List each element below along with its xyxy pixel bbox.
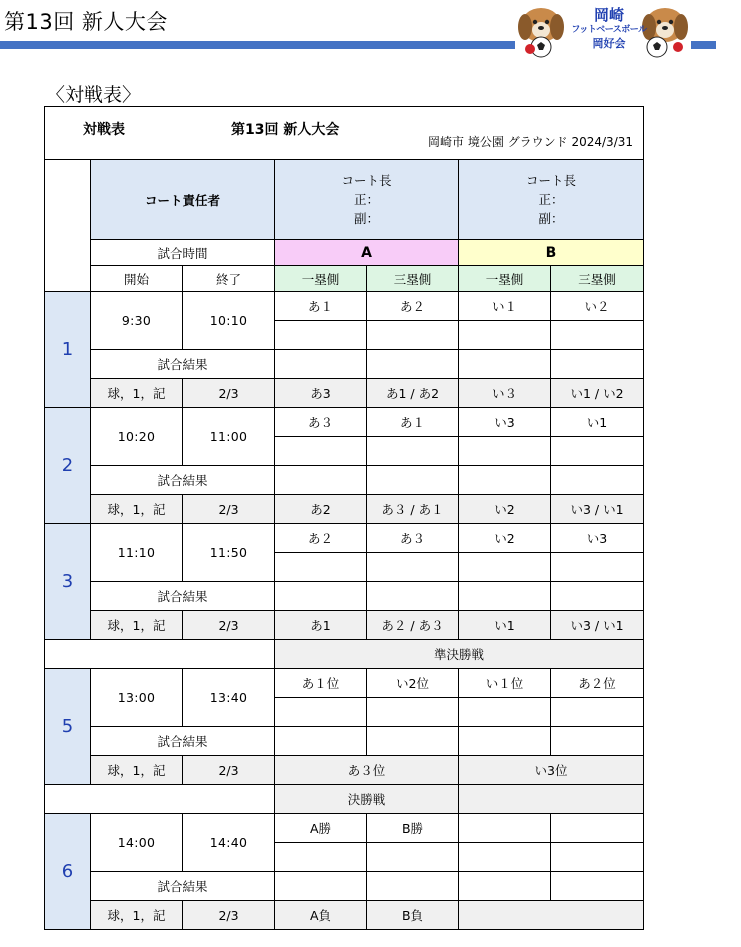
match-start-time: 13:00	[91, 669, 183, 727]
court-b-chief-label: コート長	[526, 173, 577, 188]
score-cell	[551, 553, 644, 582]
score-cell	[275, 553, 367, 582]
match-table	[44, 106, 644, 930]
score-cell	[551, 698, 644, 727]
result-cell	[367, 872, 459, 901]
title-underline-bar	[0, 41, 515, 49]
team-cell: い3	[459, 408, 551, 437]
team-cell: A勝	[275, 814, 367, 843]
team-cell: あ１	[275, 292, 367, 321]
umpire-cell: い3位	[459, 756, 644, 785]
result-cell	[459, 727, 551, 756]
court-responsible-label: コート責任者	[91, 160, 275, 240]
team-cell: い2位	[367, 669, 459, 698]
score-cell	[459, 321, 551, 350]
score-cell	[551, 437, 644, 466]
team-cell: い3	[551, 524, 644, 553]
umpire-cell: い３	[459, 379, 551, 408]
logo-club-text: 岡好会	[592, 37, 626, 50]
result-cell	[459, 582, 551, 611]
result-label: 試合結果	[91, 582, 275, 611]
match-number: 5	[45, 669, 91, 785]
team-cell: い１位	[459, 669, 551, 698]
logo-main-text: 岡崎	[593, 6, 624, 24]
sheet-event-title: 第13回 新人大会	[231, 122, 340, 138]
umpire-cell: あ3	[275, 379, 367, 408]
semifinal-spacer	[45, 640, 275, 669]
umpire-label: 球，1，記	[91, 611, 183, 640]
match-end-time: 14:40	[183, 814, 275, 872]
team-cell: あ２位	[551, 669, 644, 698]
court-a-chief-label: コート長	[341, 173, 392, 188]
result-cell	[459, 872, 551, 901]
umpire-cell: い1	[459, 611, 551, 640]
match-time-label: 試合時間	[91, 240, 275, 266]
team-cell: あ３	[367, 524, 459, 553]
score-cell	[275, 843, 367, 872]
final-spacer	[45, 785, 275, 814]
score-cell	[551, 321, 644, 350]
result-cell	[551, 582, 644, 611]
result-cell	[459, 466, 551, 495]
score-cell	[459, 437, 551, 466]
title-underline-bar-right	[691, 41, 716, 49]
court-b-primary-label: 正：	[538, 192, 564, 207]
team-cell: あ１	[367, 408, 459, 437]
score-cell	[459, 698, 551, 727]
court-b-deputy-label: 副：	[538, 211, 564, 226]
umpire-alt-label: 2/3	[183, 495, 275, 524]
umpire-label: 球，1，記	[91, 901, 183, 930]
sheet-label: 対戦表	[83, 122, 125, 138]
match-end-time: 11:50	[183, 524, 275, 582]
result-cell	[275, 350, 367, 379]
team-cell	[551, 814, 644, 843]
court-b-info	[459, 160, 644, 240]
result-cell	[367, 350, 459, 379]
umpire-cell: あ２ / あ３	[367, 611, 459, 640]
team-cell: あ３	[275, 408, 367, 437]
logo-sub-text: フットベースボール	[571, 25, 647, 35]
umpire-cell: あ2	[275, 495, 367, 524]
umpire-cell: あ1	[275, 611, 367, 640]
semifinal-heading: 準決勝戦	[275, 640, 644, 669]
team-cell: い1	[551, 408, 644, 437]
team-cell: い2	[459, 524, 551, 553]
end-label: 終了	[183, 266, 275, 292]
umpire-label: 球，1，記	[91, 379, 183, 408]
result-cell	[551, 350, 644, 379]
match-number: 1	[45, 292, 91, 408]
sheet-venue: 岡崎市 境公園 グラウンド 2024/3/31	[428, 135, 634, 149]
result-cell	[551, 872, 644, 901]
court-a-primary-label: 正：	[353, 192, 379, 207]
court-a-deputy-label: 副：	[353, 211, 379, 226]
team-cell: い１	[459, 292, 551, 321]
result-cell	[367, 582, 459, 611]
sheet-header	[45, 107, 644, 160]
score-cell	[367, 321, 459, 350]
team-cell: あ２	[367, 292, 459, 321]
match-number: 2	[45, 408, 91, 524]
umpire-cell: A負	[275, 901, 367, 930]
umpire-cell: あ３ / あ１	[367, 495, 459, 524]
court-a-third-base-side: 三塁側	[367, 266, 459, 292]
score-cell	[275, 437, 367, 466]
result-label: 試合結果	[91, 727, 275, 756]
result-cell	[275, 872, 367, 901]
umpire-alt-label: 2/3	[183, 379, 275, 408]
match-schedule-sheet	[44, 106, 643, 930]
umpire-cell: い3 / い1	[551, 495, 644, 524]
result-cell	[275, 727, 367, 756]
result-cell	[551, 727, 644, 756]
team-cell: B勝	[367, 814, 459, 843]
result-cell	[551, 466, 644, 495]
umpire-cell	[459, 901, 644, 930]
umpire-label: 球，1，記	[91, 495, 183, 524]
team-cell: あ１位	[275, 669, 367, 698]
score-cell	[275, 698, 367, 727]
final-heading: 決勝戦	[275, 785, 459, 814]
start-label: 開始	[91, 266, 183, 292]
umpire-cell: あ1 / あ2	[367, 379, 459, 408]
match-start-time: 9:30	[91, 292, 183, 350]
match-end-time: 13:40	[183, 669, 275, 727]
result-cell	[367, 466, 459, 495]
court-a-header: A	[275, 240, 459, 266]
score-cell	[367, 698, 459, 727]
score-cell	[551, 843, 644, 872]
result-label: 試合結果	[91, 350, 275, 379]
match-end-time: 11:00	[183, 408, 275, 466]
score-cell	[367, 437, 459, 466]
score-cell	[459, 843, 551, 872]
umpire-alt-label: 2/3	[183, 756, 275, 785]
team-cell: い２	[551, 292, 644, 321]
match-start-time: 11:10	[91, 524, 183, 582]
score-cell	[459, 553, 551, 582]
final-empty	[459, 785, 644, 814]
umpire-cell: B負	[367, 901, 459, 930]
umpire-cell: い1 / い2	[551, 379, 644, 408]
page-title: 第13回 新人大会	[4, 10, 168, 34]
court-a-first-base-side: 一塁側	[275, 266, 367, 292]
score-cell	[367, 553, 459, 582]
match-end-time: 10:10	[183, 292, 275, 350]
section-heading: 〈対戦表〉	[46, 84, 142, 106]
court-a-info	[275, 160, 459, 240]
team-cell: あ２	[275, 524, 367, 553]
match-start-time: 10:20	[91, 408, 183, 466]
result-cell	[459, 350, 551, 379]
club-logo	[513, 3, 693, 58]
corner-cell	[45, 160, 91, 292]
umpire-alt-label: 2/3	[183, 901, 275, 930]
umpire-label: 球，1，記	[91, 756, 183, 785]
umpire-cell: あ３位	[275, 756, 459, 785]
umpire-cell: い3 / い1	[551, 611, 644, 640]
result-label: 試合結果	[91, 466, 275, 495]
umpire-cell: い2	[459, 495, 551, 524]
team-cell	[459, 814, 551, 843]
court-b-third-base-side: 三塁側	[551, 266, 644, 292]
score-cell	[367, 843, 459, 872]
match-number: 3	[45, 524, 91, 640]
result-cell	[275, 582, 367, 611]
logo-text	[569, 8, 649, 49]
match-number: 6	[45, 814, 91, 930]
result-cell	[275, 466, 367, 495]
court-b-header: B	[459, 240, 644, 266]
score-cell	[275, 321, 367, 350]
court-b-first-base-side: 一塁側	[459, 266, 551, 292]
umpire-alt-label: 2/3	[183, 611, 275, 640]
match-start-time: 14:00	[91, 814, 183, 872]
result-label: 試合結果	[91, 872, 275, 901]
result-cell	[367, 727, 459, 756]
